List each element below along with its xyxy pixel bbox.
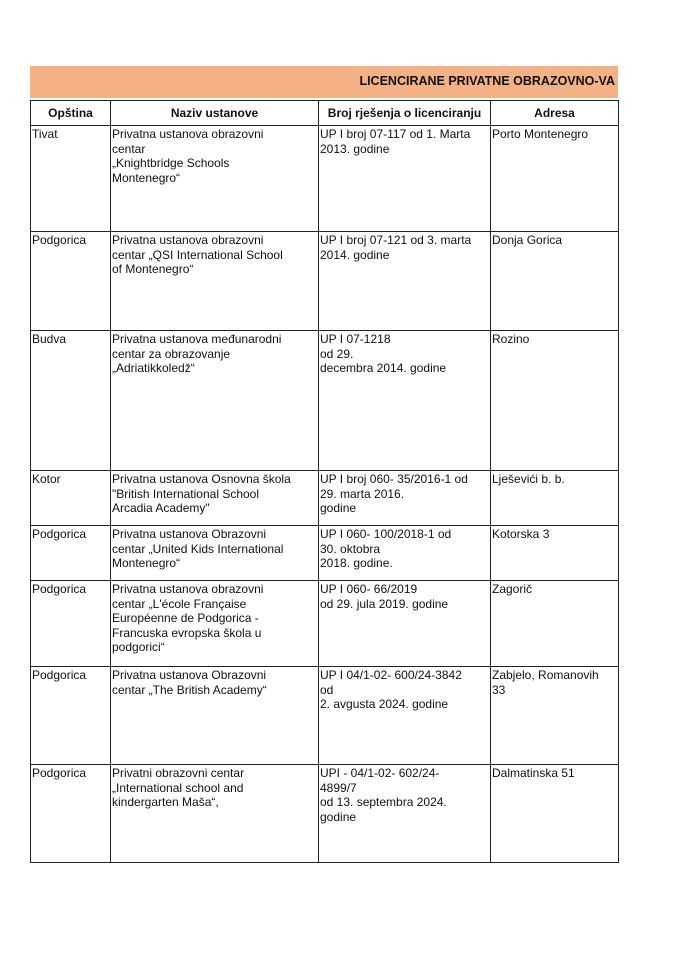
cell-naziv xyxy=(111,667,319,765)
table-row xyxy=(31,581,619,667)
header-broj-rjesenja: Broj rješenja o licenciranju xyxy=(319,101,491,126)
cell-opstina xyxy=(31,581,111,667)
naziv-text: Privatna ustanova obrazovni centar „Knightbridge Schools Montenegro“ xyxy=(112,127,264,185)
cell-opstina xyxy=(31,526,111,581)
naziv-text: Privatna ustanova Osnovna škola "British International School Arcadia Academy" xyxy=(112,472,291,515)
naziv-text: Privatna ustanova Obrazovni centar „United Kids International Montenegro“ xyxy=(112,527,284,570)
cell-adresa xyxy=(491,581,619,667)
cell-opstina xyxy=(31,232,111,331)
adresa-text: Dalmatinska 51 xyxy=(492,766,575,780)
broj-text: UP I 060- 100/2018-1 od 30. oktobra 2018. godine. xyxy=(320,527,452,570)
cell-adresa xyxy=(491,126,619,232)
table-row xyxy=(31,126,619,232)
cell-adresa xyxy=(491,765,619,863)
cell-broj xyxy=(319,471,491,526)
naziv-text: Privatna ustanova obrazovni centar „L'école Française Européenne de Podgorica - Francuska evropska škola u podgorici“ xyxy=(112,582,264,654)
broj-text: UP I broj 07-117 od 1. Marta 2013. godine xyxy=(320,127,471,156)
table-row xyxy=(31,765,619,863)
cell-naziv xyxy=(111,232,319,331)
cell-naziv xyxy=(111,331,319,471)
broj-text: UP I broj 07-121 od 3. marta 2014. godine xyxy=(320,233,472,262)
opstina-text: Kotor xyxy=(32,472,61,486)
broj-text: UP I 04/1-02- 600/24-3842 od 2. avgusta 2024. godine xyxy=(320,668,462,711)
cell-opstina xyxy=(31,765,111,863)
broj-text: UP I 07-1218 od 29. decembra 2014. godine xyxy=(320,332,447,375)
cell-broj xyxy=(319,331,491,471)
opstina-text: Tivat xyxy=(32,127,58,141)
cell-broj xyxy=(319,232,491,331)
header-naziv-ustanove: Naziv ustanove xyxy=(111,101,319,126)
adresa-text: Kotorska 3 xyxy=(492,527,550,541)
naziv-text: Privatna ustanova međunarodni centar za obrazovanje „Adriatikkoledž“ xyxy=(112,332,282,375)
opstina-text: Podgorica xyxy=(32,527,87,541)
table-row xyxy=(31,331,619,471)
header-adresa: Adresa xyxy=(491,101,619,126)
cell-naziv xyxy=(111,765,319,863)
broj-text: UP I 060- 66/2019 od 29. jula 2019. godine xyxy=(320,582,449,611)
title-bar xyxy=(30,66,618,98)
opstina-text: Podgorica xyxy=(32,668,87,682)
cell-adresa xyxy=(491,331,619,471)
header-opstina: Opština xyxy=(31,101,111,126)
table-row xyxy=(31,667,619,765)
table-row xyxy=(31,471,619,526)
adresa-text: Rozino xyxy=(492,332,530,346)
cell-naziv xyxy=(111,471,319,526)
adresa-text: Porto Montenegro xyxy=(492,127,589,141)
cell-adresa xyxy=(491,232,619,331)
cell-broj xyxy=(319,667,491,765)
cell-broj xyxy=(319,526,491,581)
table-row xyxy=(31,526,619,581)
cell-broj xyxy=(319,765,491,863)
cell-naziv xyxy=(111,126,319,232)
document-title: LICENCIRANE PRIVATNE OBRAZOVNO-VA xyxy=(359,74,615,88)
cell-broj xyxy=(319,581,491,667)
cell-opstina xyxy=(31,667,111,765)
licensed-institutions-table xyxy=(30,100,619,863)
adresa-text: Lješevići b. b. xyxy=(492,472,565,486)
opstina-text: Podgorica xyxy=(32,766,87,780)
cell-opstina xyxy=(31,471,111,526)
cell-opstina xyxy=(31,126,111,232)
header-row xyxy=(31,101,619,126)
opstina-text: Podgorica xyxy=(32,582,87,596)
opstina-text: Podgorica xyxy=(32,233,87,247)
cell-adresa xyxy=(491,471,619,526)
cell-broj xyxy=(319,126,491,232)
cell-adresa xyxy=(491,526,619,581)
naziv-text: Privatna ustanova Obrazovni centar „The British Academy“ xyxy=(112,668,267,697)
cell-adresa xyxy=(491,667,619,765)
broj-text: UPI - 04/1-02- 602/24- 4899/7 od 13. septembra 2024. godine xyxy=(320,766,447,824)
adresa-text: Zagorič xyxy=(492,582,533,596)
cell-opstina xyxy=(31,331,111,471)
adresa-text: Donja Gorica xyxy=(492,233,563,247)
naziv-text: Privatni obrazovni centar „International school and kindergarten Maša“, xyxy=(112,766,245,809)
cell-naziv xyxy=(111,581,319,667)
table-row xyxy=(31,232,619,331)
cell-naziv xyxy=(111,526,319,581)
broj-text: UP I broj 060- 35/2016-1 od 29. marta 2016. godine xyxy=(320,472,468,515)
naziv-text: Privatna ustanova obrazovni centar „QSI International School of Montenegro“ xyxy=(112,233,283,276)
opstina-text: Budva xyxy=(32,332,67,346)
adresa-text: Zabjelo, Romanovih 33 xyxy=(492,668,599,697)
